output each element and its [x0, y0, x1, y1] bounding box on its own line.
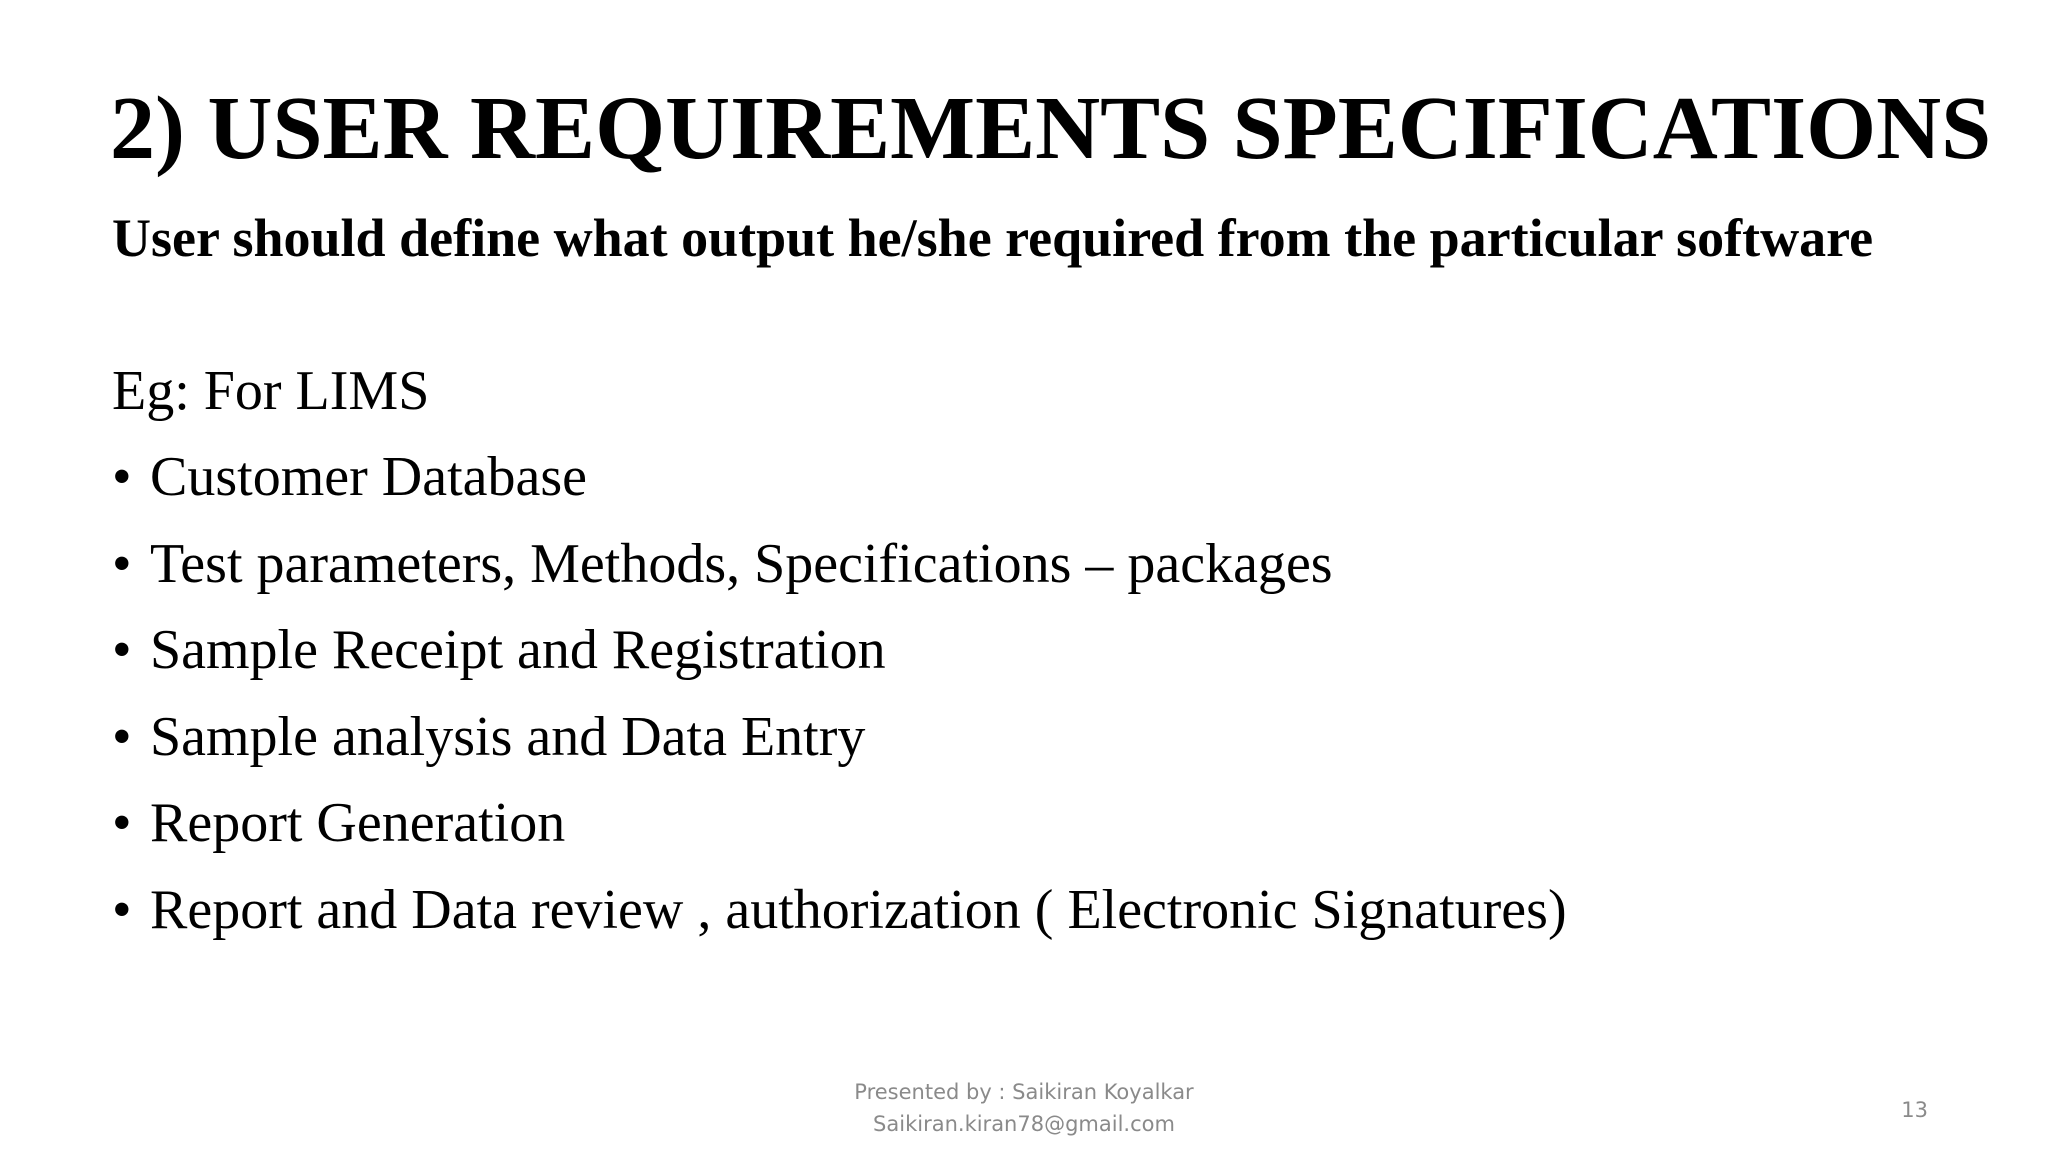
intro-text: User should define what output he/she required from the particular software: [112, 208, 1874, 268]
bullet-icon: •: [112, 532, 132, 595]
list-item: [112, 617, 1567, 704]
bullet-icon: •: [112, 705, 132, 768]
list-item-text: Customer Database: [150, 446, 587, 508]
list-item: [112, 444, 1567, 531]
page-number: 13: [1901, 1098, 1928, 1122]
list-item-text: Sample Receipt and Registration: [150, 619, 886, 681]
list-item-text: Report and Data review , authorization ( Electronic Signatures): [150, 878, 1567, 941]
presenter-email: Saikiran.kiran78@gmail.com: [873, 1112, 1175, 1136]
footer-presenter: [0, 1076, 2048, 1140]
example-label: Eg: For LIMS: [112, 360, 430, 422]
list-item-text: Sample analysis and Data Entry: [150, 705, 866, 768]
bullet-icon: •: [112, 792, 132, 854]
list-item-text: Report Generation: [150, 792, 566, 854]
slide-title: 2) USER REQUIREMENTS SPECIFICATIONS: [110, 79, 1992, 178]
presenter-name: Presented by : Saikiran Koyalkar: [854, 1080, 1194, 1104]
bullet-icon: •: [112, 446, 132, 508]
bullet-icon: •: [112, 619, 132, 681]
requirements-list: [112, 444, 1567, 963]
list-item: [112, 704, 1567, 791]
list-item: [112, 531, 1567, 618]
list-item-text: Test parameters, Methods, Specifications – packages: [150, 532, 1333, 595]
list-item: [112, 877, 1567, 964]
list-item: [112, 790, 1567, 877]
bullet-icon: •: [112, 878, 132, 941]
